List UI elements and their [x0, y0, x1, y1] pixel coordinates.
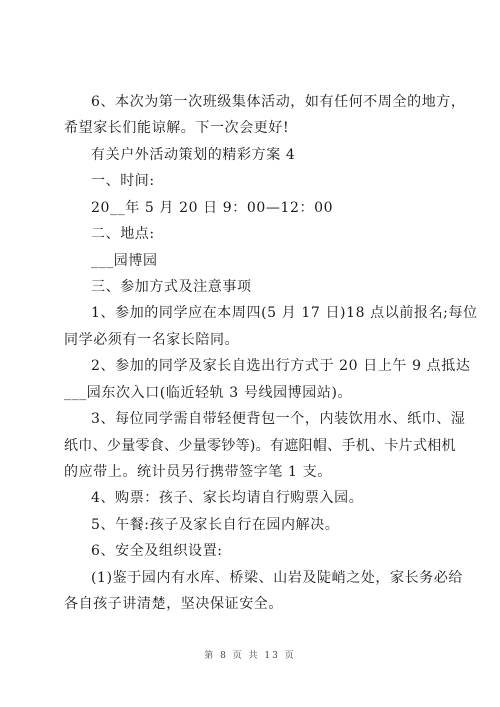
paragraph-line: (1)鉴于园内有水库、桥梁、山岩及陡峭之处，家长务必给 [91, 570, 464, 586]
paragraph-line: 6、本次为第一次班级集体活动，如有任何不周全的地方， [91, 94, 466, 110]
paragraph-line: 3、每位同学需自带轻便背包一个，内装饮用水、纸巾、湿 [91, 411, 466, 427]
time-value: 20__年 5 月 20 日 9：00—12：00 [91, 200, 334, 216]
paragraph-line: 同学必须有一名家长陪同。 [64, 332, 240, 348]
heading-time: 一、时间: [91, 173, 155, 189]
paragraph-line: 5、午餐:孩子及家长自行在园内解决。 [91, 517, 340, 533]
page-number-footer: 第 8 页 共 13 页 [204, 651, 296, 661]
heading-location: 二、地点: [91, 226, 155, 242]
paragraph-line: 4、购票：孩子、家长均请自行购票入园。 [91, 490, 364, 506]
paragraph-line: 希望家长们能谅解。下一次会更好! [64, 120, 290, 136]
paragraph-line: 的应带上。统计员另行携带签字笔 1 支。 [64, 464, 332, 480]
section-title: 有关户外活动策划的精彩方案 4 [91, 147, 296, 163]
location-value: ___园博园 [91, 253, 158, 269]
heading-safety: 6、安全及组织设置: [91, 543, 223, 559]
paragraph-line: 2、参加的同学及家长自选出行方式于 20 日上午 9 点抵达 [91, 358, 471, 374]
paragraph-line: ___园东次入口(临近轻轨 3 号线园博园站)。 [64, 385, 353, 401]
paragraph-line: 纸巾、少量零食、少量零钞等)。有遮阳帽、手机、卡片式相机 [64, 438, 456, 454]
heading-participation: 三、参加方式及注意事项 [91, 279, 252, 295]
paragraph-line: 各自孩子讲清楚，坚决保证安全。 [64, 596, 283, 612]
paragraph-line: 1、参加的同学应在本周四(5 月 17 日)18 点以前报名;每位 [91, 305, 478, 321]
